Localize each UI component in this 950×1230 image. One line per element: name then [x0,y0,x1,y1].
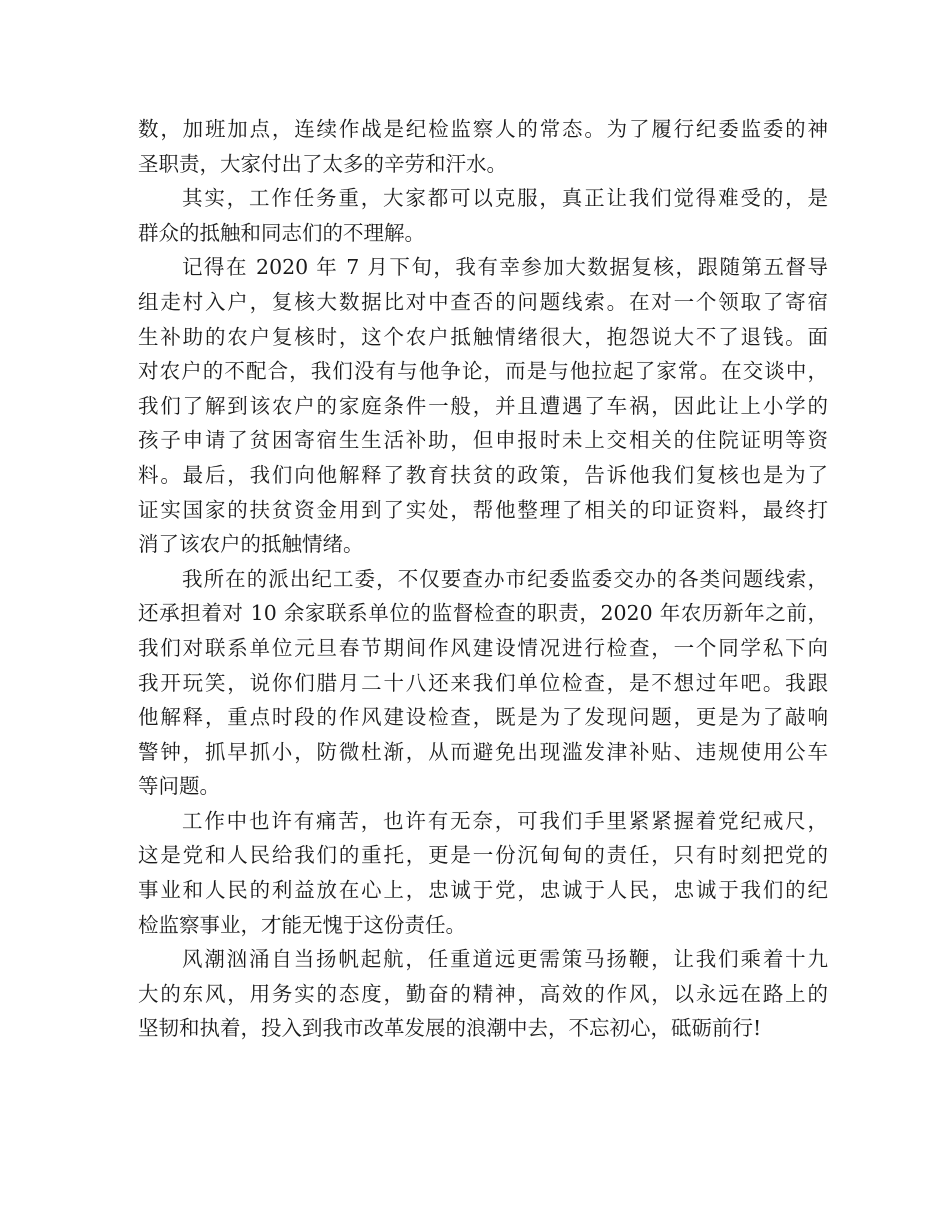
text-line: 我们了解到该农户的家庭条件一般，并且遭遇了车祸，因此让上小学的 [138,393,828,418]
text-line: 警钟，抓早抓小，防微杜渐，从而避免出现滥发津补贴、违规使用公车 [138,739,828,764]
text-line: 群众的抵触和同志们的不理解。 [138,220,425,245]
text-line: 检监察事业，才能无愧于这份责任。 [138,912,466,937]
text-line: 风潮汹涌自当扬帆起航，任重道远更需策马扬鞭，让我们乘着十九 [182,947,828,972]
text-line: 消了该农户的抵触情绪。 [138,532,364,557]
text-line: 我们对联系单位元旦春节期间作风建设情况进行检查，一个同学私下向 [138,635,828,660]
text-line: 事业和人民的利益放在心上，忠诚于党，忠诚于人民，忠诚于我们的纪 [138,878,828,903]
text-line: 等问题。 [138,774,220,799]
text-line: 数，加班加点，连续作战是纪检监察人的常态。为了履行纪委监委的神 [138,117,828,141]
text-line: 大的东风，用务实的态度，勤奋的精神，高效的作风，以永远在路上的 [138,981,828,1006]
text-line: 其实，工作任务重，大家都可以克服，真正让我们觉得难受的，是 [182,186,828,211]
text-line: 孩子申请了贫困寄宿生生活补助，但申报时未上交相关的住院证明等资 [138,428,828,453]
paragraph [138,942,828,1046]
text-line: 对农户的不配合，我们没有与他争论，而是与他拉起了家常。在交谈中， [138,359,828,384]
text-line: 我开玩笑，说你们腊月二十八还来我们单位检查，是不想过年吧。我跟 [138,670,828,695]
text-line: 生补助的农户复核时，这个农户抵触情绪很大，抱怨说大不了退钱。面 [138,324,828,349]
text-line: 证实国家的扶贫资金用到了实处，帮他整理了相关的印证资料，最终打 [138,497,828,522]
text-line: 料。最后，我们向他解释了教育扶贫的政策，告诉他我们复核也是为了 [138,462,828,487]
text-line: 坚韧和执着，投入到我市改革发展的浪潮中去，不忘初心，砥砺前行! [138,1016,762,1041]
paragraph [138,181,828,250]
text-line: 组走村入户，复核大数据比对中查否的问题线索。在对一个领取了寄宿 [138,289,828,314]
text-line: 我所在的派出纪工委，不仅要查办市纪委监委交办的各类问题线索， [182,566,828,591]
text-line: 这是党和人民给我们的重托，更是一份沉甸甸的责任，只有时刻把党的 [138,843,828,868]
paragraph [138,562,828,804]
paragraph [138,112,828,181]
text-line: 圣职责，大家付出了太多的辛劳和汗水。 [138,151,507,176]
text-line: 记得在 2020 年 7 月下旬，我有幸参加大数据复核，跟随第五督导 [182,255,828,280]
paragraph [138,250,828,561]
document-body [138,112,828,1046]
text-line: 工作中也许有痛苦，也许有无奈，可我们手里紧紧握着党纪戒尺， [182,808,828,833]
text-line: 他解释，重点时段的作风建设检查，既是为了发现问题，更是为了敲响 [138,705,828,730]
text-line: 还承担着对 10 余家联系单位的监督检查的职责，2020 年农历新年之前， [138,601,828,626]
paragraph [138,804,828,942]
